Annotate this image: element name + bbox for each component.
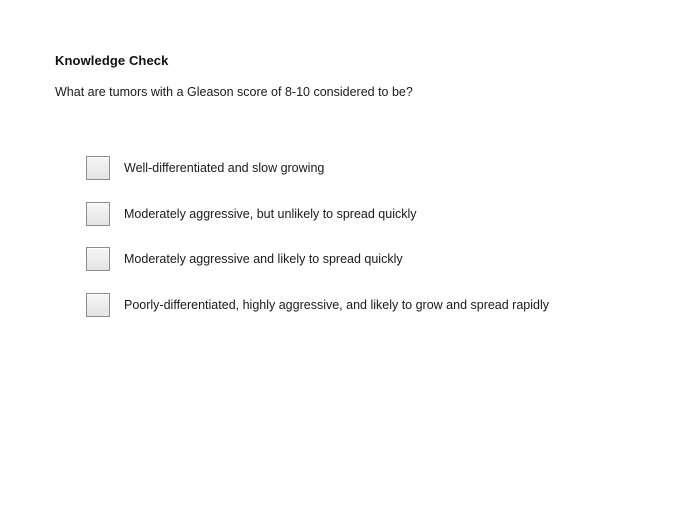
- answer-option-3[interactable]: [86, 246, 549, 272]
- answer-label-3[interactable]: Moderately aggressive and likely to spread quickly: [124, 252, 403, 266]
- answer-checkbox-3[interactable]: [86, 247, 110, 271]
- answer-label-2[interactable]: Moderately aggressive, but unlikely to spread quickly: [124, 206, 417, 221]
- question-text: What are tumors with a Gleason score of 8-10 considered to be?: [55, 85, 413, 99]
- answer-options: [86, 155, 549, 337]
- answer-option-4[interactable]: [86, 292, 549, 318]
- answer-option-1[interactable]: [86, 155, 549, 181]
- answer-option-2[interactable]: [86, 201, 549, 227]
- answer-checkbox-4[interactable]: [86, 293, 110, 317]
- answer-label-1[interactable]: Well-differentiated and slow growing: [124, 161, 325, 175]
- answer-checkbox-1[interactable]: [86, 156, 110, 180]
- answer-checkbox-2[interactable]: [86, 202, 110, 226]
- page-title: Knowledge Check: [55, 53, 169, 68]
- answer-label-4[interactable]: Poorly-differentiated, highly aggressive, and likely to grow and spread rapidly: [124, 297, 550, 312]
